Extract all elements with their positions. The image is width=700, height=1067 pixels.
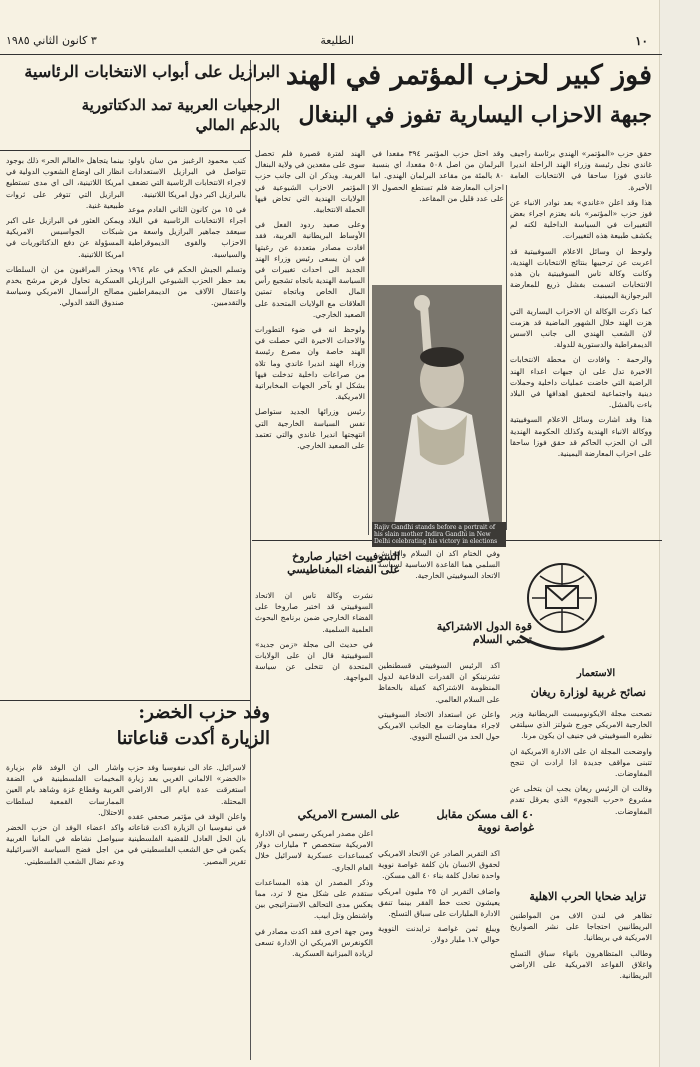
brazil-paragraph: كتب محمود الرغبيز من سان باولو: تتواصل في البرازيل الاستعدادات لاجراء الانتخابات الرئاسية التي تضعف بالبرازيل اكبر دول امريكا اللاتينية. <box>128 156 246 199</box>
peace-paragraph: تظاهر في لندن الاف من المواطنين البريطانيين احتجاجا على نشر الصواريخ الامريكية في بريطانيا. <box>510 911 652 943</box>
us-headline: على المسرح الامريكي <box>297 808 400 821</box>
page-header <box>4 30 654 52</box>
reagan-headline: نصائح غربية لوزارة ريغان <box>530 686 646 699</box>
delegation-headline: وفد حزب الخضر: <box>138 702 270 723</box>
lead-subheadline: جبهة الاحزاب اليسارية تفوز في البنغال <box>298 102 652 128</box>
issue-date: ٣ كانون الثاني ١٩٨٥ <box>6 34 97 47</box>
socialist-column <box>378 660 500 800</box>
reagan-column <box>510 708 652 858</box>
socialist-paragraph: اكد الرئيس السوفييتي قسطنطين تشرنينكو ان القدرات الدفاعية لدول المنظومة الاشتراكية كفيلة بالحفاظ على السلام العالمي. <box>378 661 500 704</box>
lead-paragraph: الهند لفترة قصيرة فلم تحصل سوى على مقعدين في ولاية البنغال الغربية. ويذكر ان الى جانب حزب المؤتمر الاحزاب الشيوعية في الولايات الهندية التي تخاض فيها الحملة الانتخابية. <box>255 149 365 215</box>
socialist-box-title: قوة الدول الاشتراكية تحمي السلام <box>436 620 532 646</box>
peace-paragraph: وطالب المتظاهرون بانهاء سباق التسلح واغلاق القواعد الامريكية على الاراضي البريطانية. <box>510 948 652 981</box>
lead-column-3 <box>255 148 365 538</box>
brazil-subheadline: الرجعيات العربية تمد الدكتاتورية بالدعم المالي <box>81 96 280 134</box>
header-rule <box>0 54 662 55</box>
brazil-paragraph: في ١٥ من كانون الثاني القادم موعد اجراء الانتخابات الرئاسية في البلاد سيعقد جماهير البرازيل واسعة من الاحزاب والقوى الديموقراطية والسياسية. <box>128 204 246 259</box>
lead-paragraph: وعلى صعيد ردود الفعل في الأوساط البريطانية الغربية، فقد افادت مصادر متعددة عن رغبتها في ان يسعى رئيس وزراء الهند الجديد الى احداث تغييرات في السياسة الهندية باتجاه تشجيع رأس المال الخاص وباتجاه تمتين العلاقات مع الولايات المتحدة على الصعيد الخارجي. <box>255 220 365 319</box>
nuclear-headline: ٤٠ الف مسكن مقابل غواصة نووية <box>436 808 534 834</box>
delegation-paragraph: واشار الى ان الوفد قام بزيارة المخيمات الفلسطينية في الضفة الغربية وقطاع غزة وشاهد بام العين الممارسات القمعية لسلطات الاحتلال. <box>6 763 124 817</box>
brazil-column-2 <box>6 155 124 695</box>
soviet-headline: السوفييت اختبار صاروخ على الفضاء المغناطيسي <box>287 550 400 576</box>
nuclear-paragraph: اكد التقرير الصادر عن الاتحاد الامريكي لحقوق الانسان بان كلفة غواصة نووية واحدة تعادل كلفة بناء ٤٠ الف مسكن. <box>378 849 500 881</box>
lead-paragraph: والرحمة · وافادت ان محطة الانتخابات الاخيرة تدل على ان جبهات اعداء الهند الراضية التي خاضت عمليات داخلية وحملات دينية واجتماعية لتحقيق اهدافها في البلاد باءت بالفشل. <box>510 355 652 410</box>
column-rule <box>506 185 507 530</box>
page-edge <box>659 0 700 1067</box>
soviet-column <box>255 590 373 800</box>
lead-paragraph: هذا وقد اعلن «غاندي» بعد نوادر الانباء عن فوز حزب «المؤتمر» بانه يعتزم اجراء بعض التغييرات في السياسة الداخلية لكنه لم يكشف طبيعة هذه التغييرات. <box>510 197 652 241</box>
delegation-subheadline: الزيارة أكدت قناعاتنا <box>116 728 270 749</box>
nuclear-intro-column <box>378 548 500 618</box>
section-rule <box>0 150 250 151</box>
lead-paragraph: وقد احتل حزب المؤتمر ٣٩٤ مقعدا في البرلمان من اصل ٥٠٨ مقعدا، اي بنسبة ٨٠ بالمئة من مقاعد البرلمان الهندي. اما احزاب المعارضة فلم تستطع الحصول الا على عدد قليل من المقاعد. <box>372 149 504 203</box>
nuclear-column <box>378 848 500 1053</box>
photo-caption: Rajiv Gandhi stands before a portrait of his slain mother Indira Gandhi in New Delhi celebrating his victory in elections <box>372 522 506 547</box>
reagan-paragraph: وقالت ان الرئيس ريغان يجب ان يتخلى عن مشروع «حرب النجوم» الذي يعرقل تقدم المفاوضات. <box>510 784 652 816</box>
us-paragraph: ومن جهة اخرى فقد اكدت مصادر في الكونغرس الامريكي ان الادارة تسعى لزيادة الميزانية العسكرية. <box>255 926 373 959</box>
soviet-paragraph: نشرت وكالة تاس ان الاتحاد السوفييتي قد اختبر صاروخا على الفضاء الخارجي ضمن برنامج البحوث العلمية السلمية. <box>255 591 373 634</box>
lead-paragraph: كما ذكرت الوكالة ان الاحزاب اليسارية التي هزت الهند خلال الشهور الماضية قد هزمت لان الشعب الهندي الى جانب الاسس الديمقراطية والدستورية للدولة. <box>510 306 652 350</box>
brazil-paragraph: وتسلم الجيش الحكم في عام ١٩٦٤ بعد حظر الحزب الشيوعي البرازيلي واعتقال الآلاف من الديمقراطيين والتقدميين. <box>128 264 246 308</box>
socialist-paragraph: وفي الختام اكد ان السلام والتعايش السلمي هما القاعدة الاساسية لسياسة الاتحاد السوفييتي الخارجية. <box>378 549 500 581</box>
delegation-paragraph: لاسرائيل. عاد الى نيقوسيا وفد حزب «الخضر» الالماني الغربي بعد زيارة استغرقت عدة ايام الى الاراضي المحتلة. <box>128 763 246 806</box>
lead-paragraph: ولوحظ انه في ضوء التطورات والاحداث الاخيرة التي حصلت في الهند خاصة وان مصرع رئيسة وزراء الهند انديرا غاندي وما تلاه من صراعات داخلية تدخلت فيها بشكل او بآخر الجهات المخابراتية الامريكية. <box>255 325 365 402</box>
lead-paragraph: حقق حزب «المؤتمر» الهندي برئاسة راجيف غاندي نجل رئيسة وزراء الهند الراحلة انديرا غاندي فوزا ساحقا في الانتخابات العامة الأخيرة. <box>510 149 652 192</box>
delegation-paragraph: واكد اعضاء الوفد ان حزب الخضر سيواصل نشاطه في المانيا الغربية من اجل فضح السياسة الاسرائيلية ودعم نضال الشعب الفلسطيني. <box>6 823 124 866</box>
lead-column-2 <box>372 148 504 283</box>
brazil-paragraph: ويحذر المراقبون من ان السلطات العسكرية تحاول فرض مرشح يخدم مصالح الرأسمال الامريكي وسياسة صندوق النقد الدولي. <box>6 264 124 308</box>
column-rule <box>250 60 251 1060</box>
brazil-headline: البرازيل على أبواب الانتخابات الرئاسية <box>24 62 280 81</box>
delegation-column-1 <box>128 762 246 1052</box>
peace-column <box>510 910 652 1050</box>
peace-headline: تزايد ضحايا الحرب الاهلية <box>529 890 646 903</box>
lead-column-1 <box>510 148 652 538</box>
reagan-paragraph: نصحت مجلة الايكونوميست البريطانية وزير الخارجية الامريكي جورج شولتز الذي سيلتقي نظيره السوفييتي في جنيف ان يكون مرنا. <box>510 709 652 741</box>
gandhi-photo <box>372 285 502 525</box>
column-rule <box>368 185 369 535</box>
portrait-illustration <box>372 285 502 525</box>
page-number: ١٠ <box>635 34 648 48</box>
delegation-paragraph: واعلن الوفد في مؤتمر صحفي عقده في نيقوسيا ان الزيارة اكدت قناعاته بان الحل العادل للقضية الفلسطينية يكمن في حق الشعب الفلسطيني في تقرير المصير. <box>128 811 246 866</box>
us-paragraph: اعلن مصدر امريكي رسمي ان الادارة الامريكية ستخصص ٣ مليارات دولار كمساعدات عسكرية لاسرائيل خلال العام الجاري. <box>255 829 373 872</box>
brazil-paragraph: بينما يتجاهل «العالم الحر» ذلك بوجود انظار الى اوضاع الشعوب الدولية في امريكا اللاتينية، الى اي مدى تستطيع البرازيل التي تتوفر على ثروات طبيعية غنية. <box>6 156 124 210</box>
section-name: الطليعة <box>320 34 354 47</box>
brazil-column-1 <box>128 155 246 695</box>
lead-paragraph: هذا وقد اشارت وسائل الاعلام السوفييتية ووكالة الانباء الهندية وكذلك الحكومة الهندية الى ان الحزب الحاكم قد حقق فوزا ساحقا على احزاب المعارضة اليمينية. <box>510 415 652 459</box>
lead-paragraph: رئيس وزرائها الجديد ستواصل نفس السياسة الخارجية التي انتهجتها انديرا غاندي والتي تعتمد على الصعيد الخارجي. <box>255 407 365 451</box>
emblem-label: الاستعمار <box>576 668 616 679</box>
brazil-paragraph: ويمكن العثور في البرازيل على اكبر شبكات الجواسيس الامريكية المسؤولة عن دفع الدكتاتوريات في امريكا اللاتينية. <box>6 216 124 259</box>
reagan-paragraph: واوضحت المجلة ان على الادارة الامريكية ان تتبنى مواقف جديدة اذا ارادت ان تنجح المفاوضات. <box>510 746 652 779</box>
us-column <box>255 828 373 1053</box>
soviet-paragraph: في حديث الى مجلة «زمن جديد» السوفييتية قال ان على الولايات المتحدة ان تتخلى عن سياسة المواجهة. <box>255 639 373 683</box>
lead-headline: فوز كبير لحزب المؤتمر في الهند <box>285 60 652 91</box>
imperialism-emblem-icon <box>510 558 614 662</box>
socialist-paragraph: واعلن عن استعداد الاتحاد السوفييتي لاجراء مفاوضات مع الجانب الامريكي حول الحد من التسلح النووي. <box>378 709 500 742</box>
nuclear-paragraph: واضاف التقرير ان ٢٥ مليون امريكي يعيشون تحت خط الفقر بينما تنفق الادارة المليارات على سباق التسلح. <box>378 886 500 919</box>
delegation-column-2 <box>6 762 124 1052</box>
lead-paragraph: ولوحظ ان وسائل الاعلام السوفييتية قد اعربت عن ترحيبها بنتائج الانتخابات الهندية، وكانت وكالة تاس السوفييتية بان هذه الانتخابات اتسمت بفشل ذريع للمعارضة البرجوازية اليمينية. <box>510 246 652 301</box>
nuclear-paragraph: ويبلغ ثمن غواصة ترايدنت النووية حوالي ١.٧ مليار دولار. <box>378 924 500 945</box>
section-rule <box>0 700 250 701</box>
us-paragraph: وذكر المصدر ان هذه المساعدات ستقدم على شكل منح لا ترد، مما يعكس مدى التحالف الاستراتيجي بين واشنطن وتل ابيب. <box>255 877 373 921</box>
